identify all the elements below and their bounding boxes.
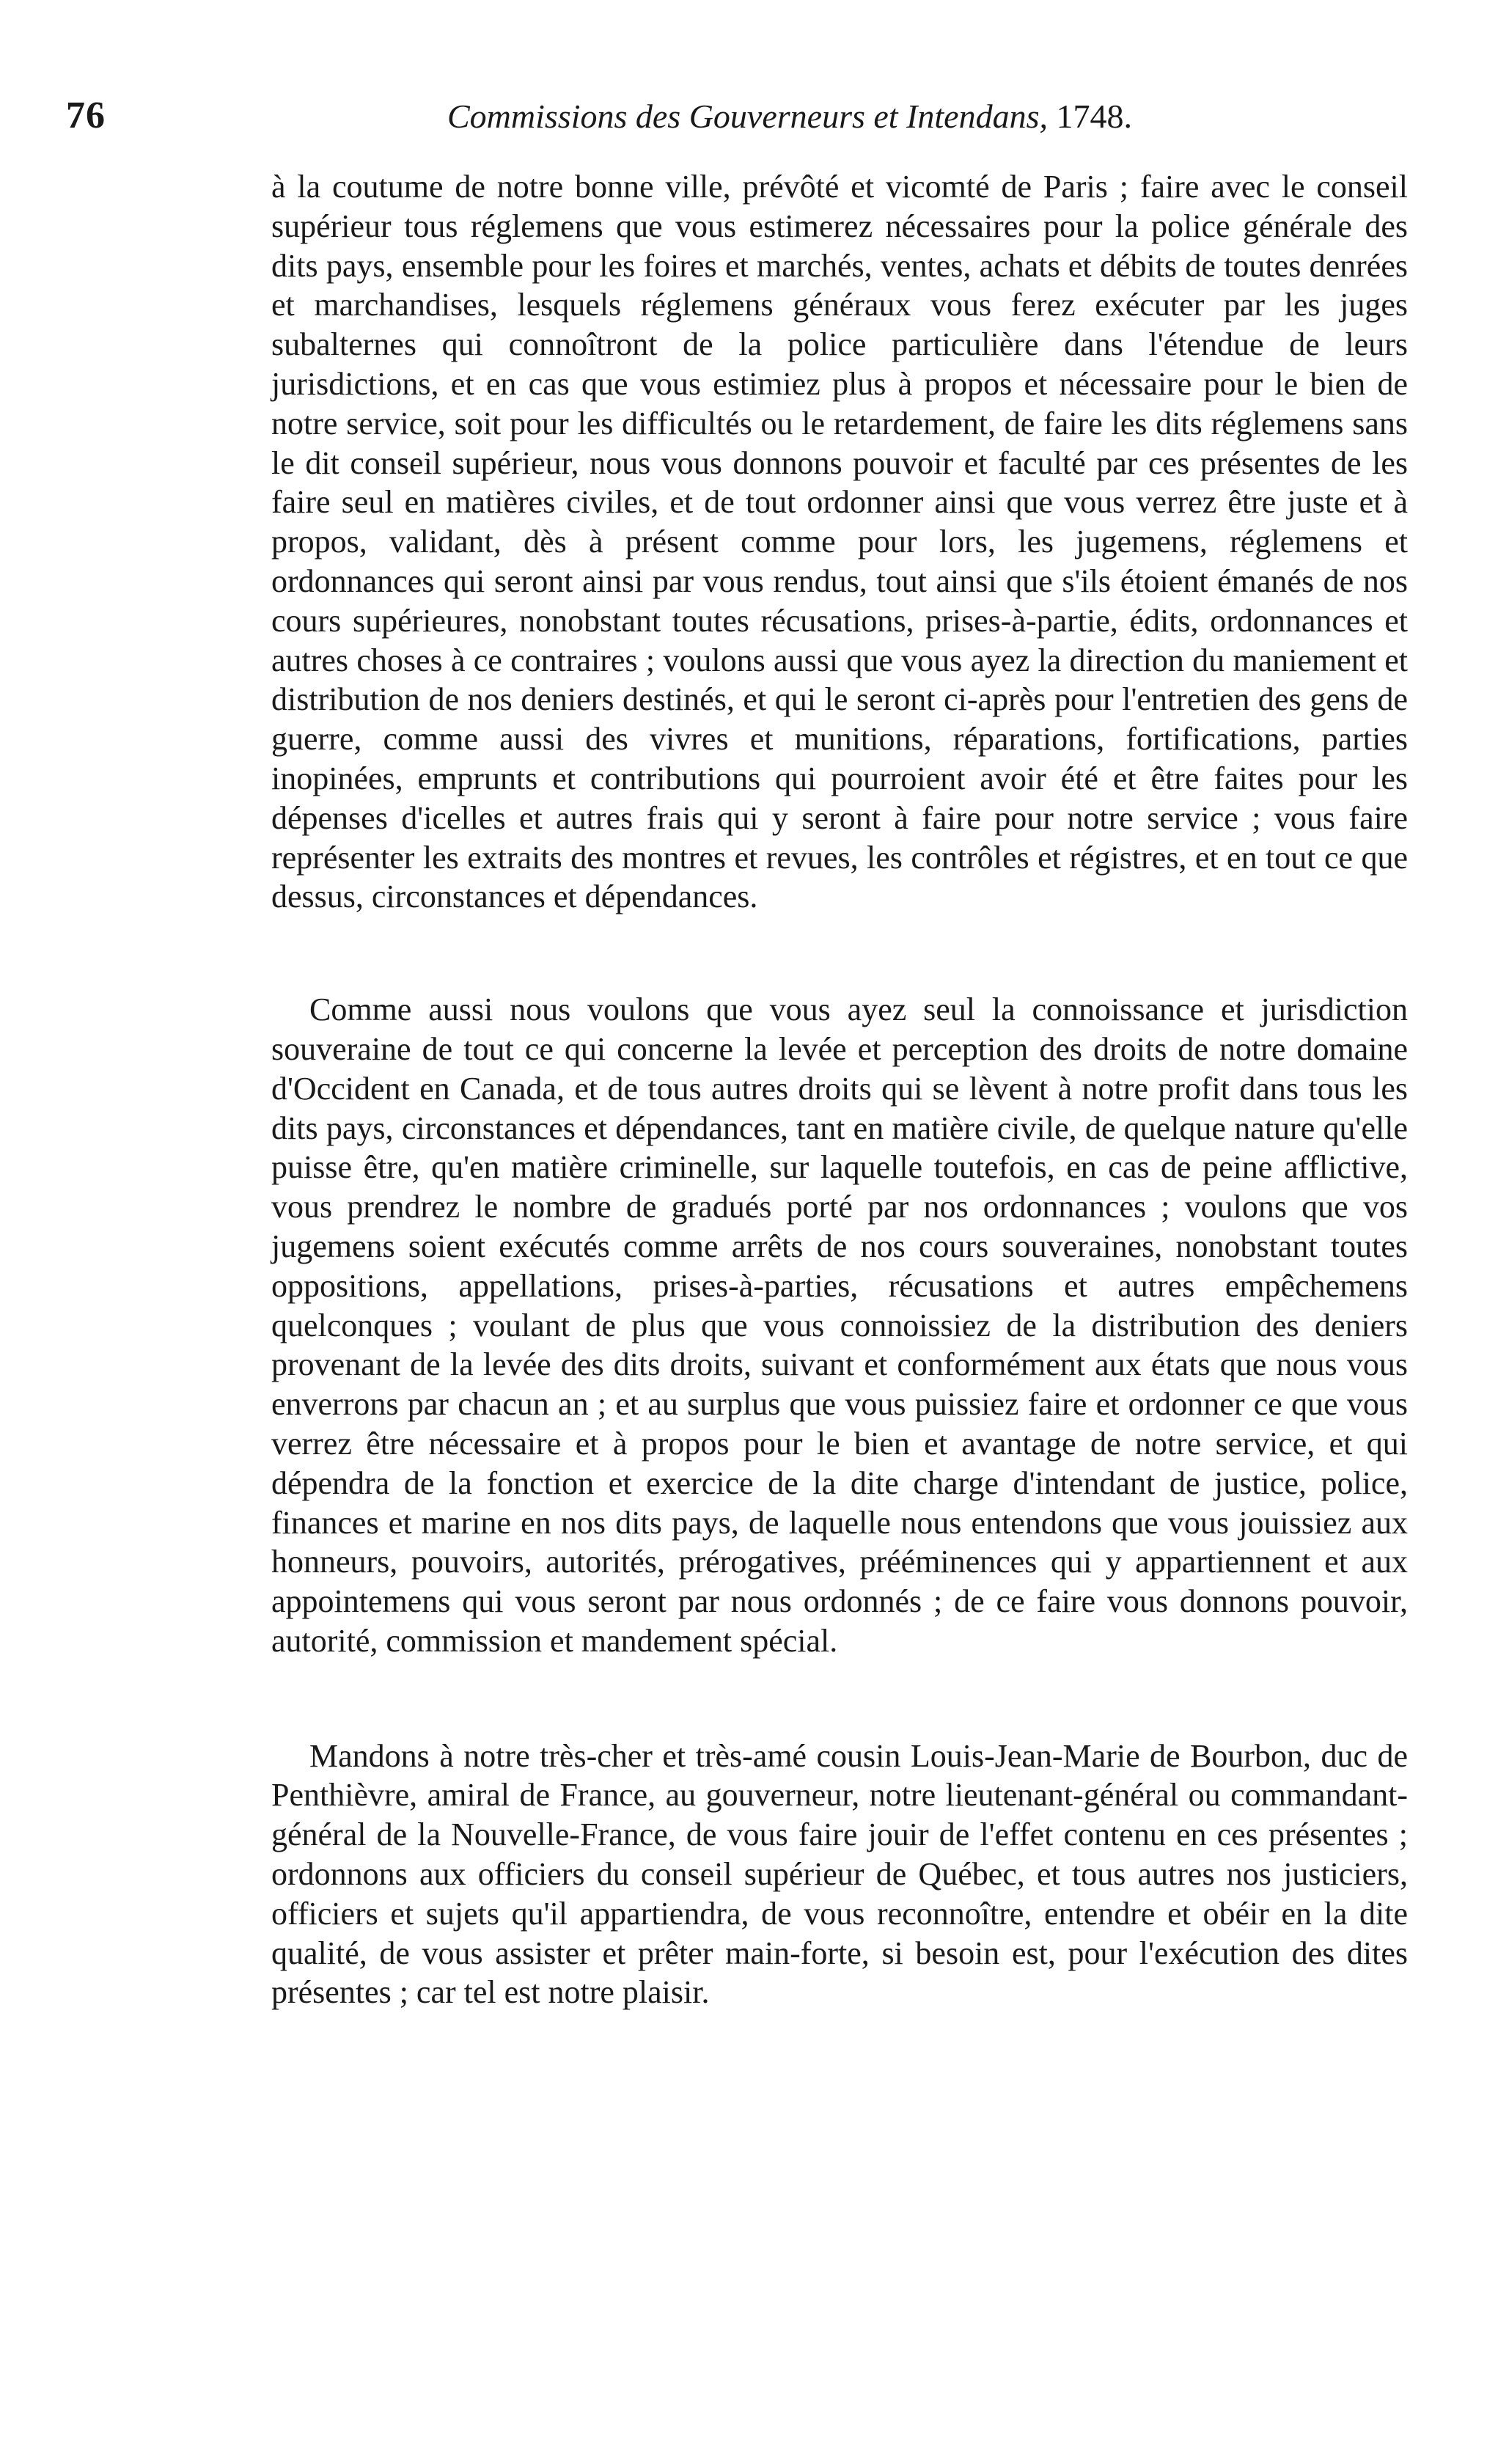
paragraph-continuation: à la coutume de notre bonne ville, prévôté et vicomté de Paris ; faire avec le conseil supérieur tous réglemens que vous estimerez nécessaires pour la police générale des dits pays, ensemble pour les foires et marchés, ventes, achats et débits de toutes denrées et marchandises, lesquels réglemens généraux vous ferez exécuter par les juges subalternes qui connoîtront de la police particulière dans l'étendue de leurs jurisdictions, et en cas que vous estimiez plus à propos et nécessaire pour le bien de notre service, soit pour les difficultés ou le retardement, de faire les dits réglemens sans le dit conseil supérieur, nous vous donnons pouvoir et faculté par ces présentes de les faire seul en matières civiles, et de tout ordonner ainsi que vous verrez être juste et à propos, validant, dès à présent comme pour lors, les jugemens, réglemens et ordonnances qui seront ainsi par vous rendus, tout ainsi que s'ils étoient émanés de nos cours supérieures, nonobstant toutes récusations, prises-à-partie, édits, ordonnances et autres choses à ce contraires ; voulons aussi que vous ayez la direction du maniement et distribution de nos deniers destinés, et qui le seront ci-après pour l'entretien des gens de guerre, comme aussi des vivres et munitions, réparations, fortifications, parties inopinées, emprunts et contributions qui pourroient avoir été et être faites pour les dépenses d'icelles et autres frais qui y seront à faire pour notre service ; vous faire représenter les extraits des montres et revues, les contrôles et régistres, et en tout ce que dessus, circonstances et dépendances. <box>271 169 1408 915</box>
page-header <box>66 94 1268 153</box>
paragraph-jurisdiction: Comme aussi nous voulons que vous ayez seul la connoissance et jurisdiction souveraine de tout ce qui concerne la levée et perception des droits de notre domaine d'Occident en Canada, et de tous autres droits qui se lèvent à notre profit dans tous les dits pays, circonstances et dépendances, tant en matière civile, de quelque nature qu'elle puisse être, qu'en matière criminelle, sur laquelle toutefois, en cas de peine afflictive, vous prendrez le nombre de gradués porté par nos ordonnances ; voulons que vos jugemens soient exécutés comme arrêts de nos cours souveraines, nonobstant toutes oppositions, appellations, prises-à-parties, récusations et autres empêchemens quelconques ; voulant de plus que vous connoissiez de la distribution des deniers provenant de la levée des dits droits, suivant et conformément aux états que nous vous enverrons par chacun an ; et au surplus que vous puissiez faire et ordonner ce que vous verrez être nécessaire et à propos pour le bien et avantage de notre service, et qui dépendra de la fonction et exercice de la dite charge d'intendant de justice, police, finances et marine en nos dits pays, de laquelle nous entendons que vous jouissiez aux honneurs, pouvoirs, autorités, prérogatives, prééminences qui y appartiennent et aux appointemens qui vous seront par nous ordonnés ; de ce faire vous donnons pouvoir, autorité, commission et mandement spécial. <box>271 991 1408 1659</box>
running-title-text: Commissions des Gouverneurs et Intendans, <box>447 98 1048 135</box>
page-number: 76 <box>66 95 106 136</box>
paragraph-mandons: Mandons à notre très-cher et très-amé cousin Louis-Jean-Marie de Bourbon, duc de Penthièvre, amiral de France, au gouverneur, notre lieutenant-général ou commandant-général de la Nouvelle-France, de vous faire jouir de l'effet contenu en ces présentes ; ordonnons aux officiers du conseil supérieur de Québec, et tous autres nos justiciers, officiers et sujets qu'il appartiendra, de vous reconnoître, entendre et obéir en la dite qualité, de vous assister et prêter main-forte, si besoin est, pour l'exécution des dites présentes ; car tel est notre plaisir. <box>271 1737 1408 2011</box>
running-title <box>447 97 1132 136</box>
running-title-year: 1748. <box>1056 98 1132 135</box>
body-text <box>271 167 1408 2012</box>
